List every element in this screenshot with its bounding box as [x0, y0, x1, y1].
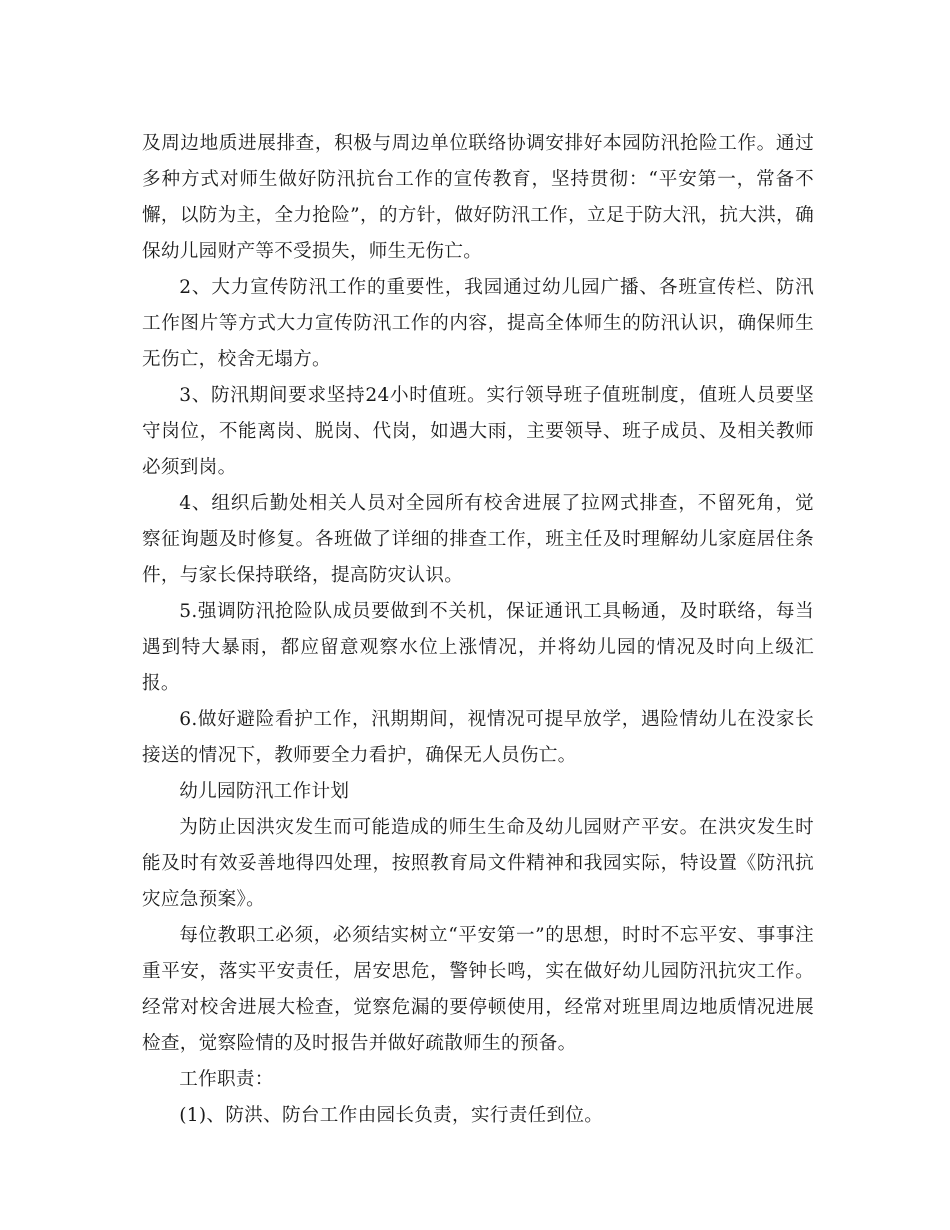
- paragraph-item-3: 3、防汛期间要求坚持24小时值班。实行领导班子值班制度，值班人员要坚守岗位，不能离岗、脱岗、代岗，如遇大雨，主要领导、班子成员、及相关教师必须到岗。: [142, 385, 814, 478]
- document-body: [142, 126, 814, 1134]
- paragraph-item-4: 4、组织后勤处相关人员对全园所有校舍进展了拉网式排查，不留死角，觉察征询题及时修复。各班做了详细的排查工作，班主任及时理解幼儿家庭居住条件，与家长保持联络，提高防灾认识。: [142, 493, 814, 586]
- paragraph-item-2: 2、大力宣传防汛工作的重要性，我园通过幼儿园广播、各班宣传栏、防汛工作图片等方式大力宣传防汛工作的内容，提高全体师生的防汛认识，确保师生无伤亡，校舍无塌方。: [142, 277, 814, 370]
- paragraph-item-6: 6.做好避险看护工作，汛期期间，视情况可提早放学，遇险情幼儿在没家长接送的情况下，教师要全力看护，确保无人员伤亡。: [142, 709, 814, 766]
- paragraph-staff-duty: 每位教职工必须，必须结实树立“平安第一”的思想，时时不忘平安、事事注重平安，落实平安责任，居安思危，警钟长鸣，实在做好幼儿园防汛抗灾工作。经常对校舍进展大检查，觉察危漏的要停顿使用，经常对班里周边地质情况进展检查，觉察险情的及时报告并做好疏散师生的预备。: [142, 925, 814, 1054]
- paragraph-intro-continued: 及周边地质进展排查，积极与周边单位联络协调安排好本园防汛抢险工作。通过多种方式对师生做好防汛抗台工作的宣传教育，坚持贯彻：“平安第一，常备不懈，以防为主，全力抢险”，的方针，做好防汛工作，立足于防大汛，抗大洪，确保幼儿园财产等不受损失，师生无伤亡。: [142, 133, 814, 262]
- section-heading: 幼儿园防汛工作计划: [179, 781, 350, 802]
- paragraph-item-5: 5.强调防汛抢险队成员要做到不关机，保证通讯工具畅通，及时联络，每当遇到特大暴雨，都应留意观察水位上涨情况，并将幼儿园的情况及时向上级汇报。: [142, 601, 814, 694]
- paragraph-purpose: 为防止因洪灾发生而可能造成的师生生命及幼儿园财产平安。在洪灾发生时能及时有效妥善地得四处理，按照教育局文件精神和我园实际，特设置《防汛抗灾应急预案》。: [142, 817, 814, 910]
- paragraph-responsibility-1: (1)、防洪、防台工作由园长负责，实行责任到位。: [179, 1105, 604, 1126]
- paragraph-responsibilities-label: 工作职责：: [179, 1069, 274, 1090]
